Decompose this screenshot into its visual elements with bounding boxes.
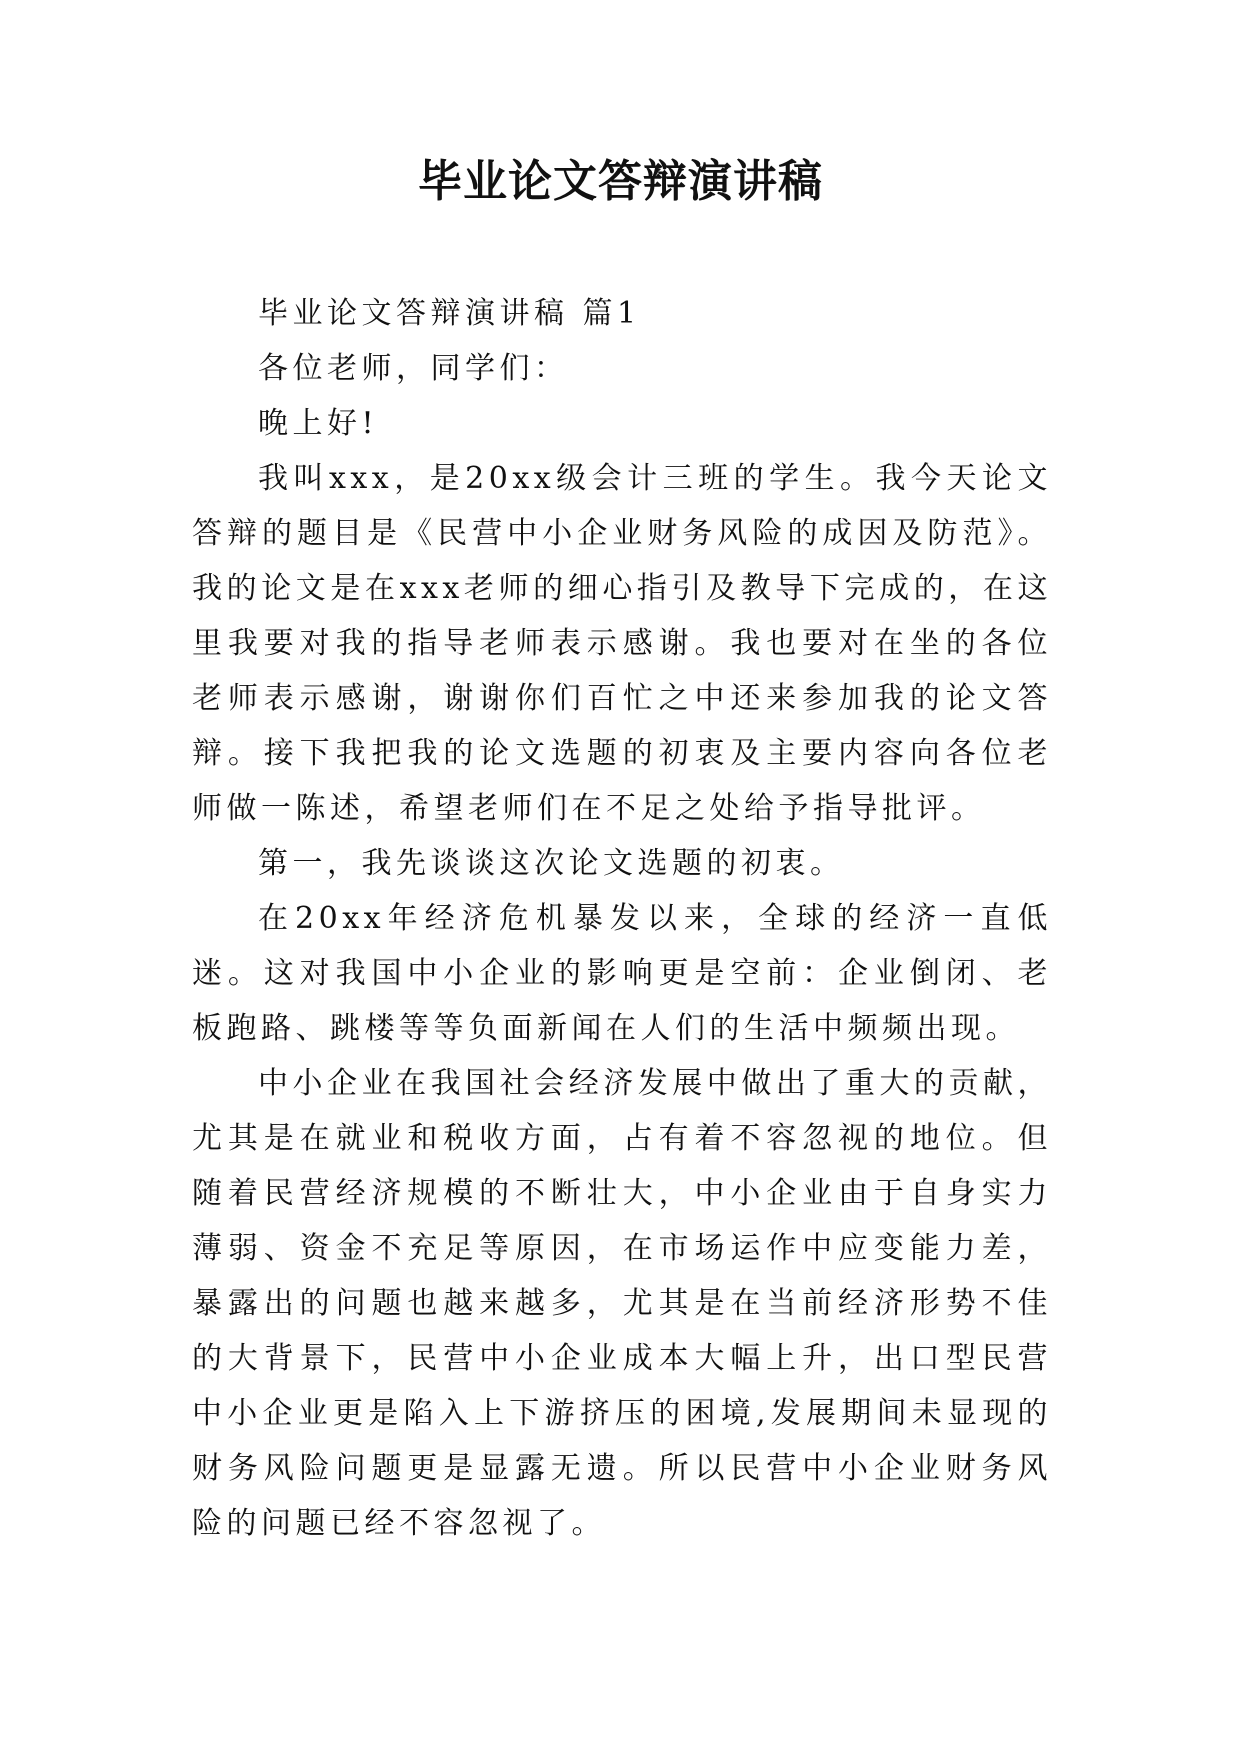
paragraph-heading: 毕业论文答辩演讲稿 篇1 — [258, 296, 641, 331]
paragraph-background: 在20xx年经济危机暴发以来，全球的经济一直低迷。这对我国中小企业的影响更是空前：企业倒闭、老板跑路、跳楼等等负面新闻在人们的生活中频频出现。 — [192, 901, 1052, 1046]
document-title: 毕业论文答辩演讲稿 — [418, 156, 823, 207]
paragraph-first-point: 第一，我先谈谈这次论文选题的初衷。 — [258, 846, 845, 881]
document-body — [192, 286, 1052, 1551]
paragraph-analysis: 中小企业在我国社会经济发展中做出了重大的贡献，尤其是在就业和税收方面，占有着不容忽视的地位。但随着民营经济规模的不断壮大，中小企业由于自身实力薄弱、资金不充足等原因，在市场运作中应变能力差，暴露出的问题也越来越多，尤其是在当前经济形势不佳的大背景下，民营中小企业成本大幅上升，出口型民营中小企业更是陷入上下游挤压的困境,发展期间未显现的财务风险问题更是显露无遗。所以民营中小企业财务风险的问题已经不容忽视了。 — [192, 1066, 1052, 1541]
paragraph-salutation: 各位老师，同学们： — [258, 351, 569, 386]
paragraph-introduction: 我叫xxx，是20xx级会计三班的学生。我今天论文答辩的题目是《民营中小企业财务风险的成因及防范》。我的论文是在xxx老师的细心指引及教导下完成的，在这里我要对我的指导老师表示感谢。我也要对在坐的各位老师表示感谢，谢谢你们百忙之中还来参加我的论文答辩。接下我把我的论文选题的初衷及主要内容向各位老师做一陈述，希望老师们在不足之处给予指导批评。 — [192, 461, 1052, 826]
paragraph-greeting: 晚上好! — [258, 406, 379, 441]
